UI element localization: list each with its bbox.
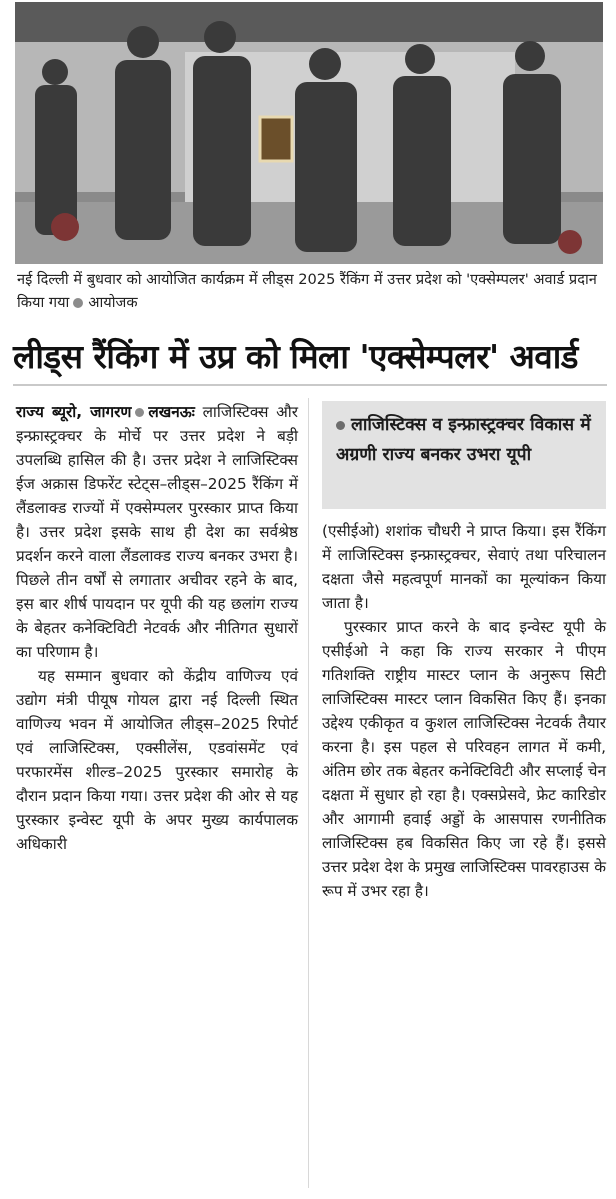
body-paragraph-1: लाजिस्टिक्स और इन्फ्रास्ट्रक्चर के मोर्चे पर उत्तर प्रदेश ने बड़ी उपलब्धि हासिल की है। उत्तर प्रदेश ने लाजिस्टिक्स ईज अक्रास डिफरेंट स्टेट्स–लीड्स–2025 रैंकिंग में लैंडलाक्ड राज्यों में एक्सेम्पलर पुरस्कार प्राप्त किया है। उत्तर प्रदेश इसके साथ ही देश का सर्वश्रेष्ठ प्रदर्शन करने वाला लैंडलाक्ड राज्य बनकर उभरा है। पिछले तीन वर्षों से लगातार अचीवर रहने के बाद, इस बार शीर्ष पायदान पर यूपी की यह छलांग राज्य के बेहतर कनेक्टिविटी नेटवर्क और नीतिगत सुधारों का परिणाम है।	[16, 403, 298, 661]
byline-place: लखनऊः	[148, 403, 195, 421]
pull-quote-text: लाजिस्टिक्स व इन्फ्रास्ट्रक्चर विकास में अग्रणी राज्य बनकर उभरा यूपी	[336, 415, 591, 465]
body-paragraph-2: यह सम्मान बुधवार को केंद्रीय वाणिज्य एवं उद्योग मंत्री पीयूष गोयल द्वारा नई दिल्ली स्थित वाणिज्य भवन में आयोजित लीड्स–2025 रिपोर्ट एवं लाजिस्टिक्स, एक्सीलेंस, एडवांसमेंट एवं परफारमेंस शील्ड–2025 पुरस्कार समारोह के दौरान प्रदान किया गया। उत्तर प्रदेश की ओर से यह पुरस्कार इन्वेस्ट यूपी के अपर मुख्य कार्यपालक अधिकारी	[16, 667, 298, 853]
bullet-icon	[73, 298, 83, 308]
column-1	[16, 400, 298, 856]
caption-credit: आयोजक	[88, 294, 138, 311]
headline: लीड्स रैंकिंग में उप्र को मिला 'एक्सेम्पलर' अवार्ड	[13, 332, 607, 386]
photo-caption	[17, 268, 605, 314]
pull-quote	[322, 401, 606, 509]
body-paragraph-4: पुरस्कार प्राप्त करने के बाद इन्वेस्ट यूपी के एसीईओ ने कहा कि राज्य सरकार ने पीएम गतिशक्ति राष्ट्रीय मास्टर प्लान के अनुरूप सिटी लाजिस्टिक्स मास्टर प्लान विकसित किए हैं। इनका उद्देश्य एकीकृत व कुशल लाजिस्टिक्स नेटवर्क तैयार करना है। इस पहल से परिवहन लागत में कमी, अंतिम छोर तक बेहतर कनेक्टिविटी और सप्लाई चेन दक्षता में सुधार हो रहा है। एक्सप्रेसवे, फ्रेट कारिडोर और आगामी हवाई अड्डों के आसपास रणनीतिक लाजिस्टिक्स हब विकसित किए जा रहे हैं। इससे उत्तर प्रदेश देश के प्रमुख लाजिस्टिक्स पावरहाउस के रूप में उभर रहा है।	[322, 618, 606, 900]
bullet-icon	[336, 421, 345, 430]
column-2	[322, 519, 606, 903]
column-divider	[308, 398, 309, 1188]
photo-illustration	[15, 2, 603, 264]
body-paragraph-3: (एसीईओ) शशांक चौधरी ने प्राप्त किया। इस रैंकिंग में लाजिस्टिक्स इन्फ्रास्ट्रक्चर, सेवाएं तथा परिचालन दक्षता जैसे महत्वपूर्ण मानकों का मूल्यांकन किया जाता है।	[322, 522, 606, 612]
bullet-icon	[135, 408, 144, 417]
award-ceremony-photo	[15, 2, 603, 264]
caption-text: नई दिल्ली में बुधवार को आयोजित कार्यक्रम में लीड्स 2025 रैंकिंग में उत्तर प्रदेश को 'एक्सेम्पलर' अवार्ड प्रदान किया गया	[17, 271, 597, 311]
byline-bureau: राज्य ब्यूरो, जागरण	[16, 403, 132, 421]
byline	[16, 403, 195, 421]
